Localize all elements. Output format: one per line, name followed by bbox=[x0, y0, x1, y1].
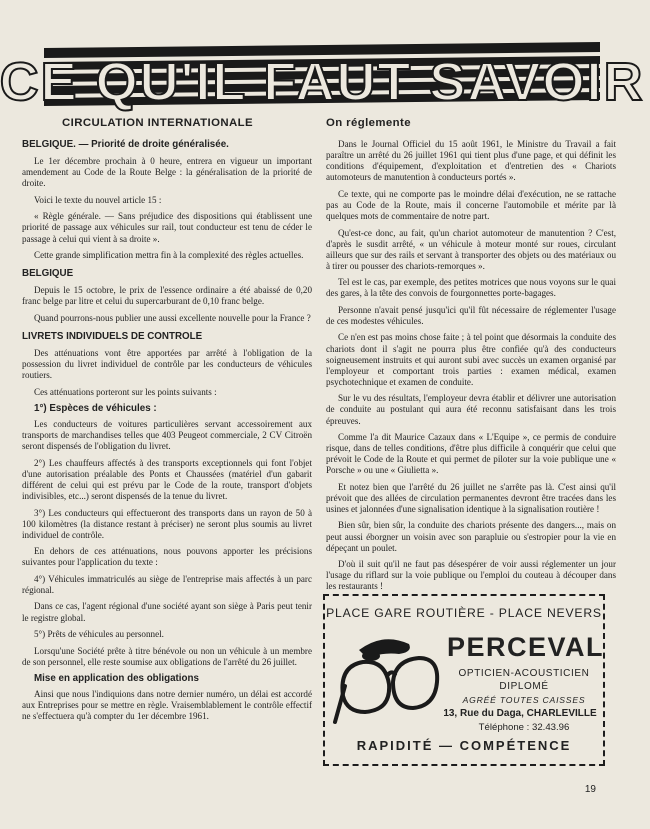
section-title-reglemente: On réglemente bbox=[326, 117, 411, 129]
right-column bbox=[326, 118, 616, 598]
header-title: CE QU'IL FAUT SAVOIR bbox=[0, 52, 645, 112]
paragraph: 3°) Les conducteurs qui effectueront des transports dans un rayon de 50 à 100 kilomètres (la distance restant à préciser) ne seront plus soumis au livret individuel de contrôle. bbox=[22, 507, 312, 540]
paragraph: Ces atténuations porteront sur les points suivants : bbox=[34, 386, 217, 397]
heading-mise-en-application: Mise en application des obligations bbox=[34, 673, 199, 685]
header-title-graphic bbox=[0, 40, 645, 112]
paragraph: Ainsi que nous l'indiquions dans notre dernier numéro, un délai est accordé aux Entreprises pour se mettre en règle. Vraisemblablement le contrôle effectif ne s'effectuera qu'à compter du 1er décembre 1961. bbox=[22, 689, 312, 722]
ad-agree: AGRÉÉ TOUTES CAISSES bbox=[462, 695, 586, 705]
paragraph: D'où il suit qu'il ne faut pas désespérer de voir aussi réglementer un jour l'usage du riflard sur la voie publique ou l'emploi du couteau à découper dans les restaurants ! bbox=[326, 559, 616, 592]
advertisement-perceval bbox=[323, 594, 605, 766]
paragraph: Et notez bien que l'arrêté du 26 juillet ne s'arrête pas là. C'est ainsi qu'il prévoit que des allées de circulation permanentes devront être tracées dans les usines et jalonnées d'une signalisation identique à la signalisation routière ! bbox=[326, 481, 616, 514]
paragraph: Depuis le 15 octobre, le prix de l'essence ordinaire a été abaissé de 0,20 franc belge par litre et celui du supercarburant de 0,10 franc belge. bbox=[22, 285, 312, 307]
page-number: 19 bbox=[584, 784, 596, 795]
left-column bbox=[22, 118, 312, 728]
paragraph: Voici le texte du nouvel article 15 : bbox=[34, 194, 162, 205]
paragraph: Dans le Journal Officiel du 15 août 1961, le Ministre du Travail a fait paraître un arrêté du 26 juillet 1961 qui tient plus d'une page, et qui définit les conditions d'équipement, d'exploitation et d'entretien des « Chariots automoteurs de manutention à conducteurs portés ». bbox=[326, 139, 616, 183]
header-banner bbox=[0, 40, 645, 112]
paragraph: 5°) Prêts de véhicules au personnel. bbox=[34, 629, 164, 640]
ad-phone: Téléphone : 32.43.96 bbox=[478, 722, 570, 733]
paragraph: Les conducteurs de voitures particulières servant accessoirement aux transports de marchandises telles que 403 Peugeot commerciale, 2 CV Citroën seront dispensés de l'obligation du livret. bbox=[22, 419, 312, 452]
ad-diploma: DIPLOMÉ bbox=[499, 681, 549, 692]
ad-slogan: RAPIDITÉ — COMPÉTENCE bbox=[356, 738, 572, 753]
heading-livrets: LIVRETS INDIVIDUELS DE CONTROLE bbox=[22, 330, 203, 342]
paragraph: Cette grande simplification mettra fin à la complexité des règles actuelles. bbox=[34, 250, 304, 261]
paragraph: Bien sûr, bien sûr, la conduite des chariots présente des dangers..., mais on peut aussi éborgner un voisin avec son parapluie ou s'estropier pour la vie en dépeçant un poulet. bbox=[326, 520, 616, 553]
paragraph: 4°) Véhicules immatriculés au siège de l'entreprise mais affectés à un parc régional. bbox=[22, 573, 312, 595]
heading-especes: 1°) Espèces de véhicules : bbox=[34, 403, 157, 415]
ad-name: PERCEVAL bbox=[447, 632, 605, 662]
paragraph: Dans ce cas, l'agent régional d'une société ayant son siège à Paris peut tenir le registre global. bbox=[22, 601, 312, 623]
paragraph: Sur le vu des résultats, l'employeur devra établir et délivrer une autorisation de conduite au postulant qui aura été reconnu satisfaisant dans les trois épreuves. bbox=[326, 393, 616, 426]
paragraph: Comme l'a dit Maurice Cazaux dans « L'Equipe », ce permis de conduire risque, dans de telles conditions, d'être plus difficile à conquérir que celui que prévoit le Code de la Route et qui permet de piloter sur la voie publique une « Porsche » ou une « Giulietta ». bbox=[326, 431, 616, 476]
glasses-illustration bbox=[333, 626, 443, 726]
section-title-circulation: CIRCULATION INTERNATIONALE bbox=[62, 117, 253, 129]
paragraph: Le 1er décembre prochain à 0 heure, entrera en vigueur un important amendement au Code de la Route Belge : la généralisation de la priorité de droite. bbox=[22, 156, 312, 189]
paragraph: « Règle générale. — Sans préjudice des dispositions qui établissent une priorité de passage aux véhicules sur rail, tout conducteur est tenu de céder le passage à celui qui vient à sa droite ». bbox=[22, 211, 312, 244]
paragraph: Lorsqu'une Société prête à titre bénévole ou non un véhicule à un membre de son personnel, elle reste soumise aux obligations de l'arrêté du 26 juillet. bbox=[22, 645, 312, 667]
paragraph: Ce texte, qui ne comporte pas le moindre délai d'exécution, ne se rattache pas au Code de la Route, mais il concerne l'automobile et mérite par là quelques mots de commentaire de notre part. bbox=[326, 188, 616, 222]
paragraph: Quand pourrons-nous publier une aussi excellente nouvelle pour la France ? bbox=[34, 312, 311, 323]
paragraph: 2°) Les chauffeurs affectés à des transports exceptionnels qui font l'objet d'une autorisation préalable des Ponts et Chaussées (matériel d'un gabarit différent de celui qui est prévu par le Code de la route, transport d'objets indivisibles, etc...) seront dispensés de la tenue du livret. bbox=[22, 457, 312, 502]
paragraph: Personne n'avait pensé jusqu'ici qu'il fût nécessaire de réglementer l'usage de ces modestes véhicules. bbox=[326, 304, 616, 326]
paragraph: Qu'est-ce donc, au fait, qu'un chariot automoteur de manutention ? C'est, d'après le susdit arrêté, « un véhicule à moteur monté sur roues, circulant ailleurs que sur des rails et servant à transporter des objets ou des matériaux ou à tirer ou pousser des chariots-remorques ». bbox=[326, 227, 616, 271]
ad-profession: OPTICIEN-ACOUSTICIEN bbox=[458, 668, 590, 679]
paragraph: En dehors de ces atténuations, nous pouvons apporter les précisions suivantes pour l'application du texte : bbox=[22, 546, 312, 568]
heading-belgique-priorite: BELGIQUE. — Priorité de droite généralisée. bbox=[22, 139, 229, 151]
ad-header: PLACE GARE ROUTIÈRE - PLACE NEVERS bbox=[326, 606, 602, 620]
paragraph: Tel est le cas, par exemple, des petites motrices que nous voyons sur le quai des gares, à la tête des convois de fourgonnettes porte-bagages. bbox=[326, 277, 616, 299]
paragraph: Des atténuations vont être apportées par arrêté à l'obligation de la possession du livret individuel de contrôle par les conducteurs de véhicules routiers. bbox=[22, 347, 312, 381]
ad-address: 13, Rue du Daga, CHARLEVILLE bbox=[443, 708, 597, 719]
paragraph: Ce n'en est pas moins chose faite ; à tel point que désormais la conduite des chariots dont il s'agit ne pourra plus être confiée qu'à des conducteurs soigneusement instruits et qui auront subi avec succès un examen organisé par l'employeur et comportant trois parties : examen médical, examen psychotechnique et examen de conduite. bbox=[326, 332, 616, 387]
heading-belgique: BELGIQUE bbox=[22, 268, 74, 280]
